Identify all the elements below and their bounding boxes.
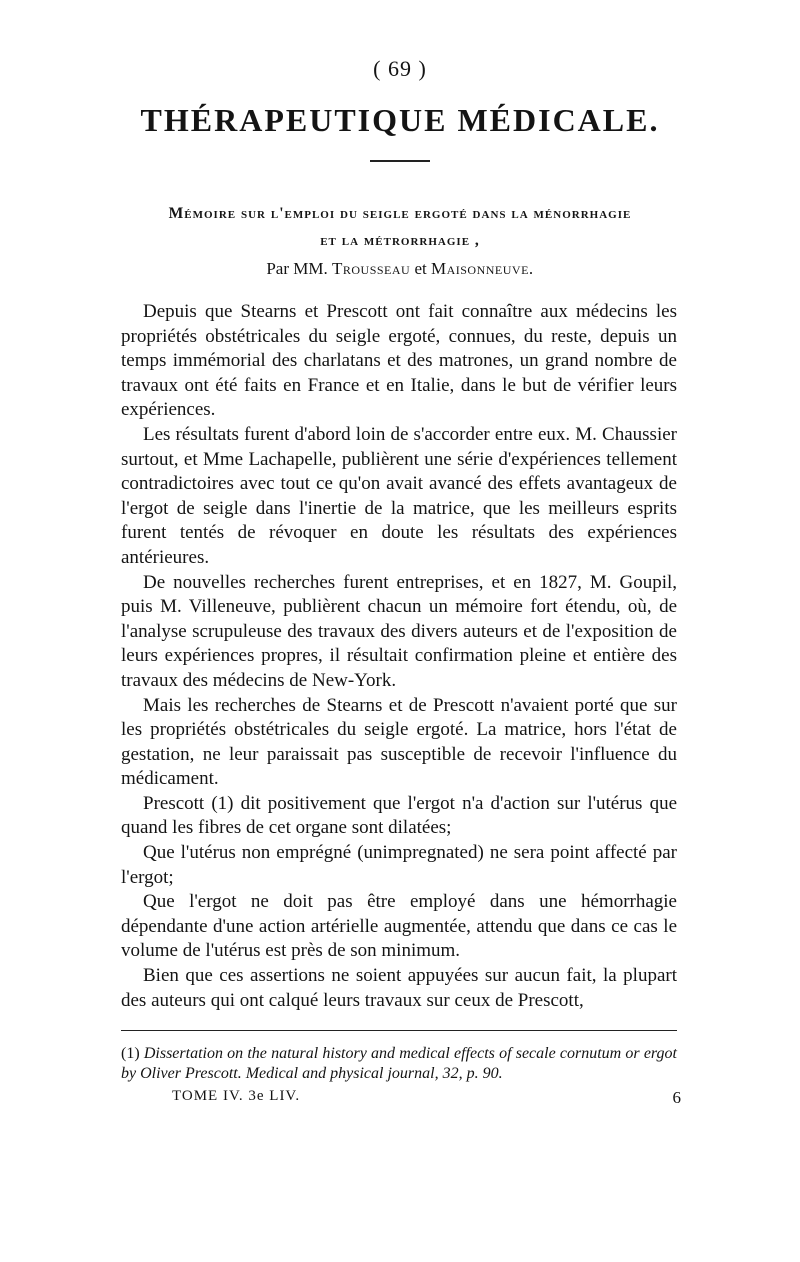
memoir-title-line1: Mémoire sur l'emploi du seigle ergoté dans la ménorrhagie — [168, 205, 632, 222]
memoir-title-line2: et la métrorrhagie , — [320, 232, 480, 249]
authors-conjunction: et — [414, 259, 427, 278]
paragraph: Les résultats furent d'abord loin de s'accorder entre eux. M. Chaussier surtout, et Mme Lachapelle, publièrent une série d'expériences tellement contradictoires avec tout ce qu'on avait avancé des effets avantageux de l'ergot de seigle dans l'inertie de la matrice, que les meilleurs esprits furent tentés de révoquer en doute les résultats des expériences antérieures. — [121, 423, 677, 568]
paragraph: Depuis que Stearns et Prescott ont fait connaître aux médecins les propriétés obstétricales du seigle ergoté, connues, du reste, depuis un temps immémorial des charlatans et des matrones, un grand nombre de travaux ont été faits en France et en Italie, dans le but de vérifier leurs expériences. — [121, 301, 677, 421]
volume-signature: TOME IV. 3e LIV. — [172, 1088, 301, 1104]
sheet-signature: 6 — [672, 1088, 682, 1107]
signature-line — [172, 1088, 682, 1105]
paragraph: Bien que ces assertions ne soient appuyées sur aucun fait, la plupart des auteurs qui ont calqué leurs travaux sur ceux de Prescott, — [121, 965, 677, 1011]
authors-prefix: Par MM. — [266, 259, 328, 278]
paragraph: Que l'ergot ne doit pas être employé dans une hémorrhagie dépendante d'une action artérielle augmentée, attendu que dans ce cas le volume de l'utérus est près de son minimum. — [121, 891, 677, 962]
body-text — [121, 300, 677, 1013]
paragraph: Mais les recherches de Stearns et de Prescott n'avaient porté que sur les propriétés obstétricales du seigle ergoté. La matrice, hors l'état de gestation, ne leur paraissait pas susceptible de recevoir l'influence du médicament. — [121, 694, 677, 790]
memoir-title — [110, 200, 690, 254]
footnote-divider — [121, 1030, 677, 1031]
section-title: THÉRAPEUTIQUE MÉDICALE. — [140, 102, 660, 138]
paragraph: Que l'utérus non emprégné (unimpregnated) ne sera point affecté par l'ergot; — [121, 842, 677, 888]
paragraph: Prescott (1) dit positivement que l'ergot n'a d'action sur l'utérus que quand les fibres de cet organe sont dilatées; — [121, 792, 677, 839]
author-trousseau: Trousseau — [331, 259, 411, 278]
footnote — [121, 1044, 677, 1084]
footnote-text: Dissertation on the natural history and medical effects of secale cornutum or ergot by Oliver Prescott. Medical and physical journal, 32, p. 90. — [121, 1045, 677, 1082]
authors-line — [110, 256, 690, 282]
title-divider — [370, 160, 430, 162]
paragraph: De nouvelles recherches furent entreprises, et en 1827, M. Goupil, puis M. Villeneuve, publièrent chacun un mémoire fort étendu, où, de l'analyse scrupuleuse des travaux des divers auteurs et de l'exposition de leurs expériences propres, il résultait confirmation pleine et entière des travaux des médecins de New-York. — [121, 571, 677, 691]
page-number: ( 69 ) — [373, 56, 427, 81]
author-maisonneuve: Maisonneuve. — [430, 259, 534, 278]
footnote-marker: (1) — [121, 1045, 140, 1062]
